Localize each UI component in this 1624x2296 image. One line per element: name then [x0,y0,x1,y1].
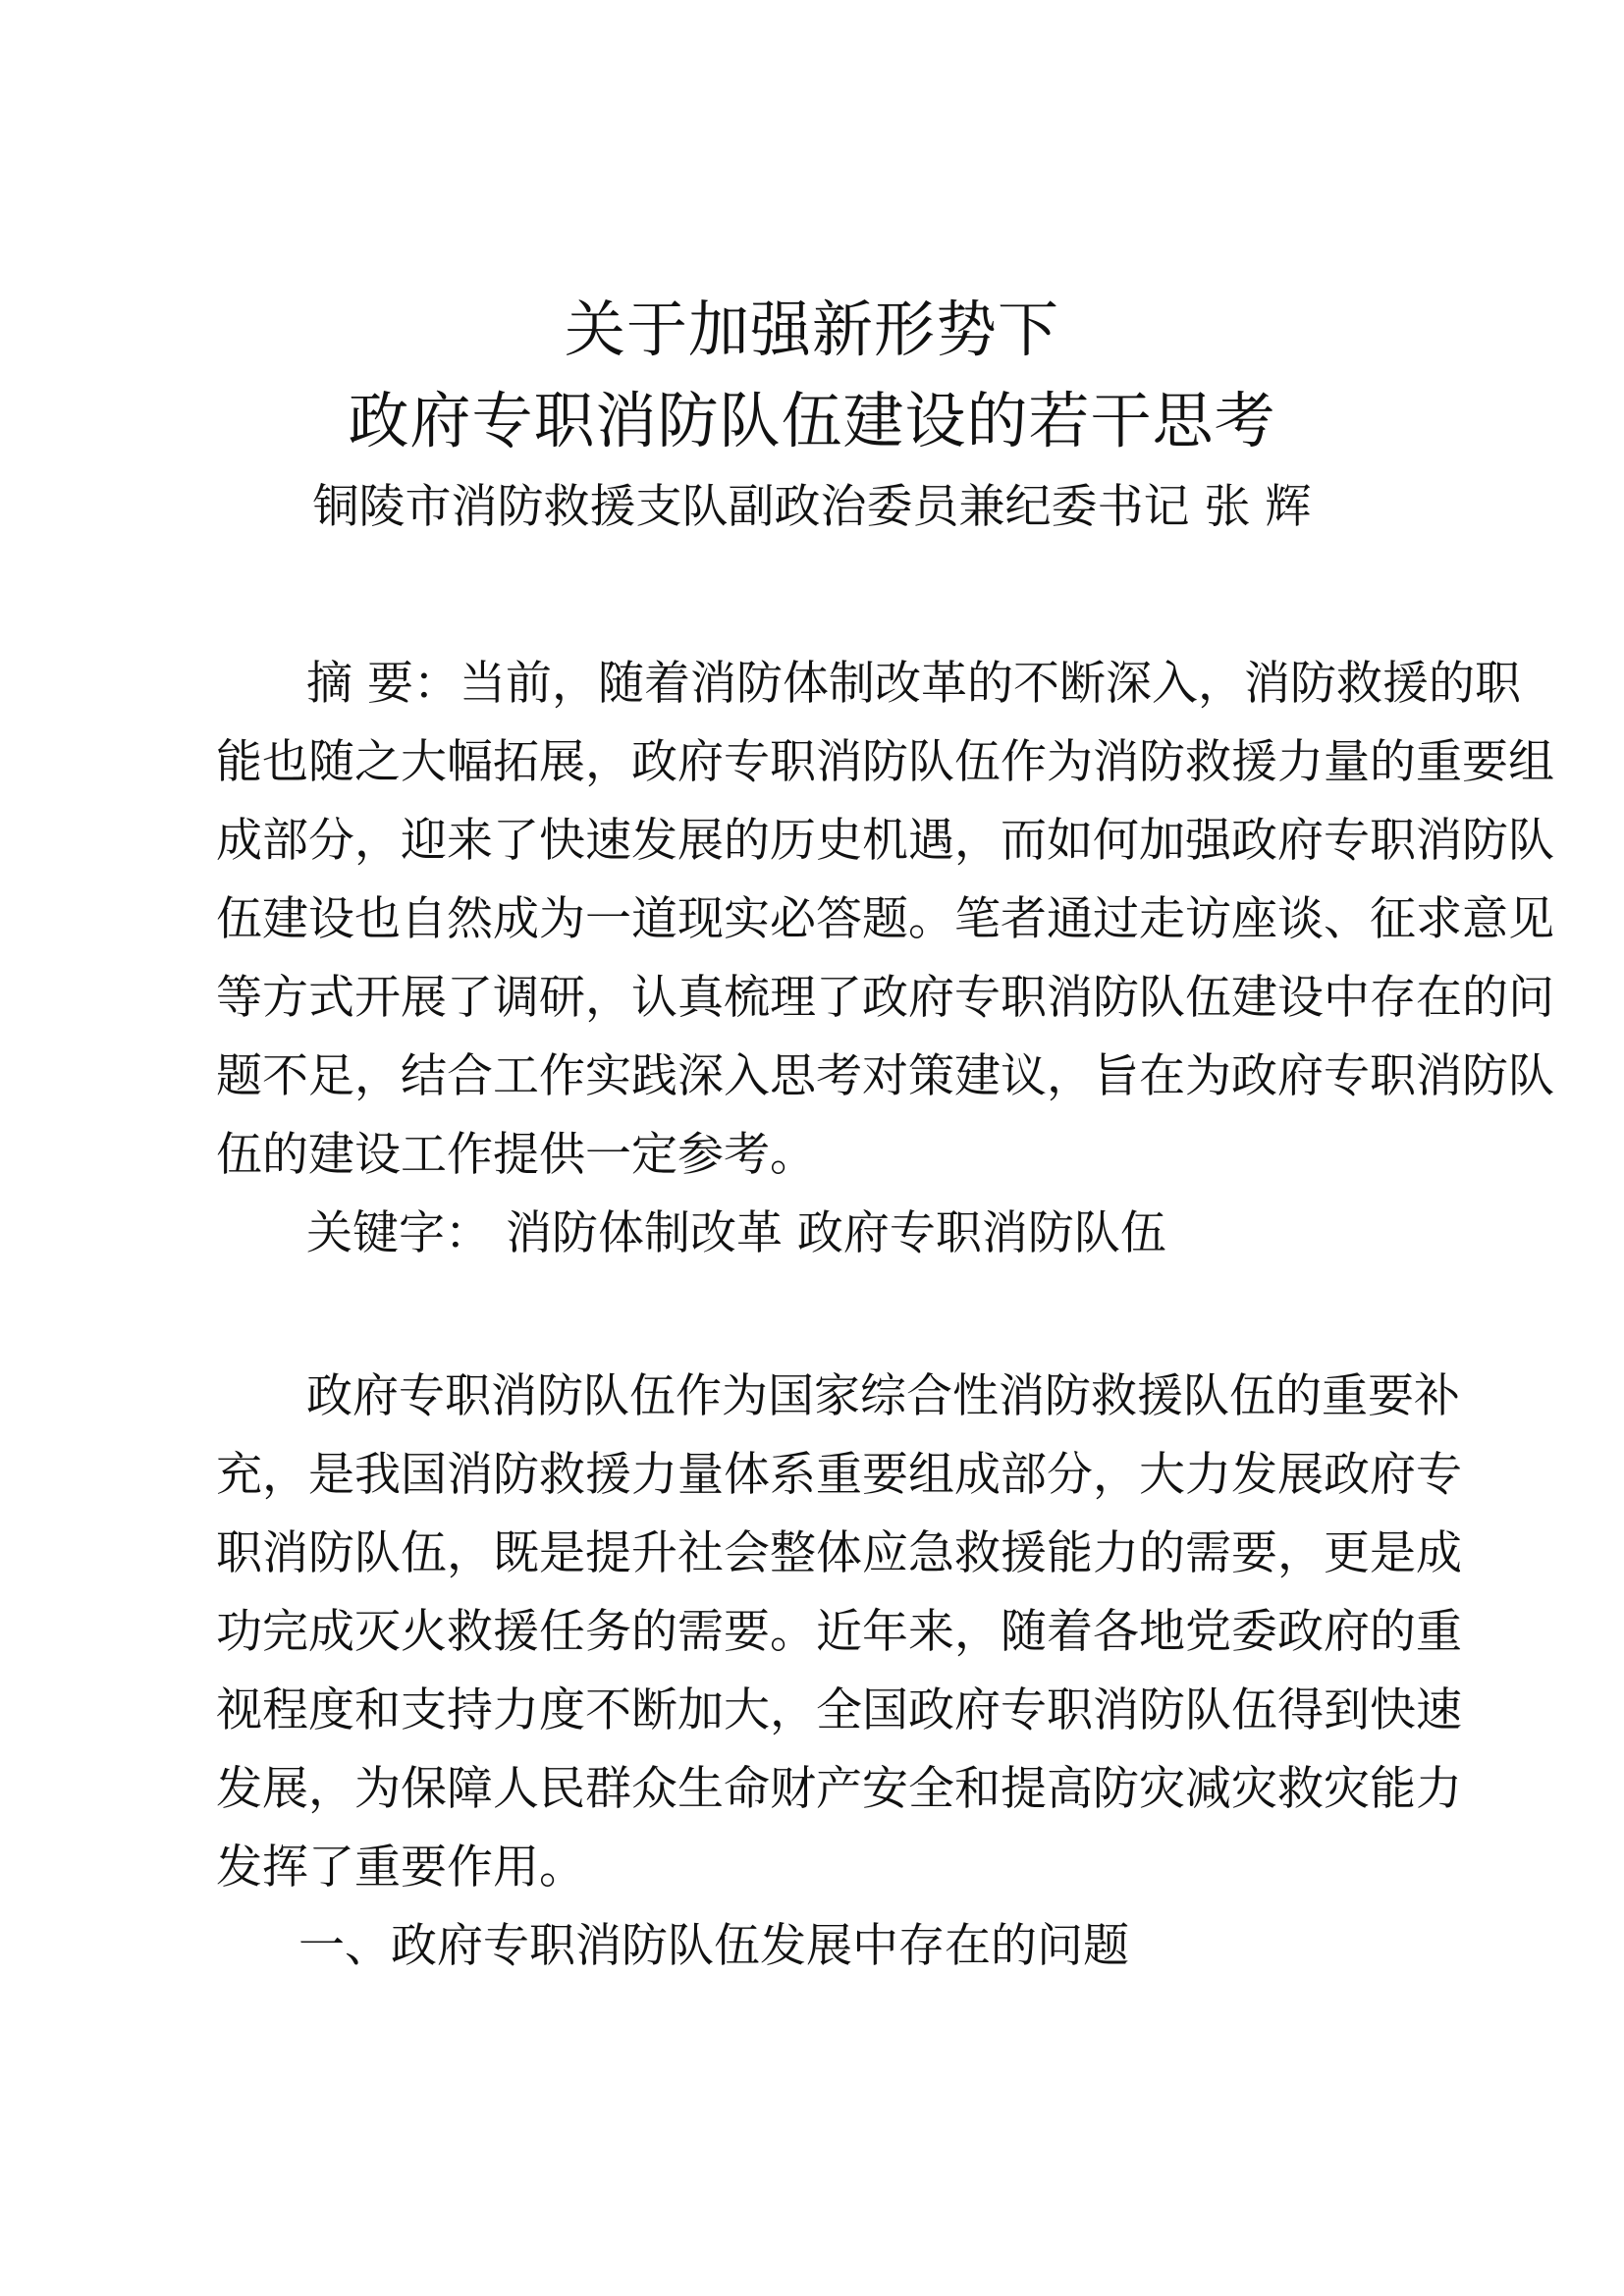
document-title-line-1: 关于加强新形势下 [564,294,1059,365]
body-line: 功完成灭火救援任务的需要。近年来，随着各地党委政府的重 [216,1605,1462,1659]
body-line: 职消防队伍，既是提升社会整体应急救援能力的需要，更是成 [216,1526,1462,1580]
keywords-line: 关键字： 消防体制改革 政府专职消防队伍 [306,1206,1166,1260]
abstract-line: 题不足，结合工作实践深入思考对策建议，旨在为政府专职消防队 [216,1049,1554,1103]
abstract-line: 成部分，迎来了快速发展的历史机遇，而如何加强政府专职消防队 [216,814,1554,868]
body-line: 充，是我国消防救援力量体系重要组成部分，大力发展政府专 [216,1448,1462,1502]
section-heading: 一、政府专职消防队伍发展中存在的问题 [298,1919,1129,1973]
abstract-line: 伍的建设工作提供一定参考。 [216,1128,816,1182]
author-wrap [0,480,1624,534]
body-line: 政府专职消防队伍作为国家综合性消防救援队伍的重要补 [306,1369,1460,1423]
abstract-line: 摘 要：当前，随着消防体制改革的不断深入，消防救援的职 [306,657,1521,711]
body-line: 发挥了重要作用。 [216,1841,585,1895]
body-line: 视程度和支持力度不断加大，全国政府专职消防队伍得到快速 [216,1683,1462,1737]
document-title-line-2: 政府专职消防队伍建设的若干思考 [348,385,1276,456]
document-author: 铜陵市消防救援支队副政治委员兼纪委书记 张 辉 [312,480,1312,534]
body-line: 发展，为保障人民群众生命财产安全和提高防灾减灾救灾能力 [216,1762,1462,1816]
abstract-line: 等方式开展了调研，认真梳理了政府专职消防队伍建设中存在的问 [216,971,1554,1025]
abstract-line: 能也随之大幅拓展，政府专职消防队伍作为消防救援力量的重要组 [216,735,1554,789]
title-line-1-wrap [0,294,1624,365]
title-line-2-wrap [0,385,1624,456]
abstract-line: 伍建设也自然成为一道现实必答题。笔者通过走访座谈、征求意见 [216,892,1554,946]
